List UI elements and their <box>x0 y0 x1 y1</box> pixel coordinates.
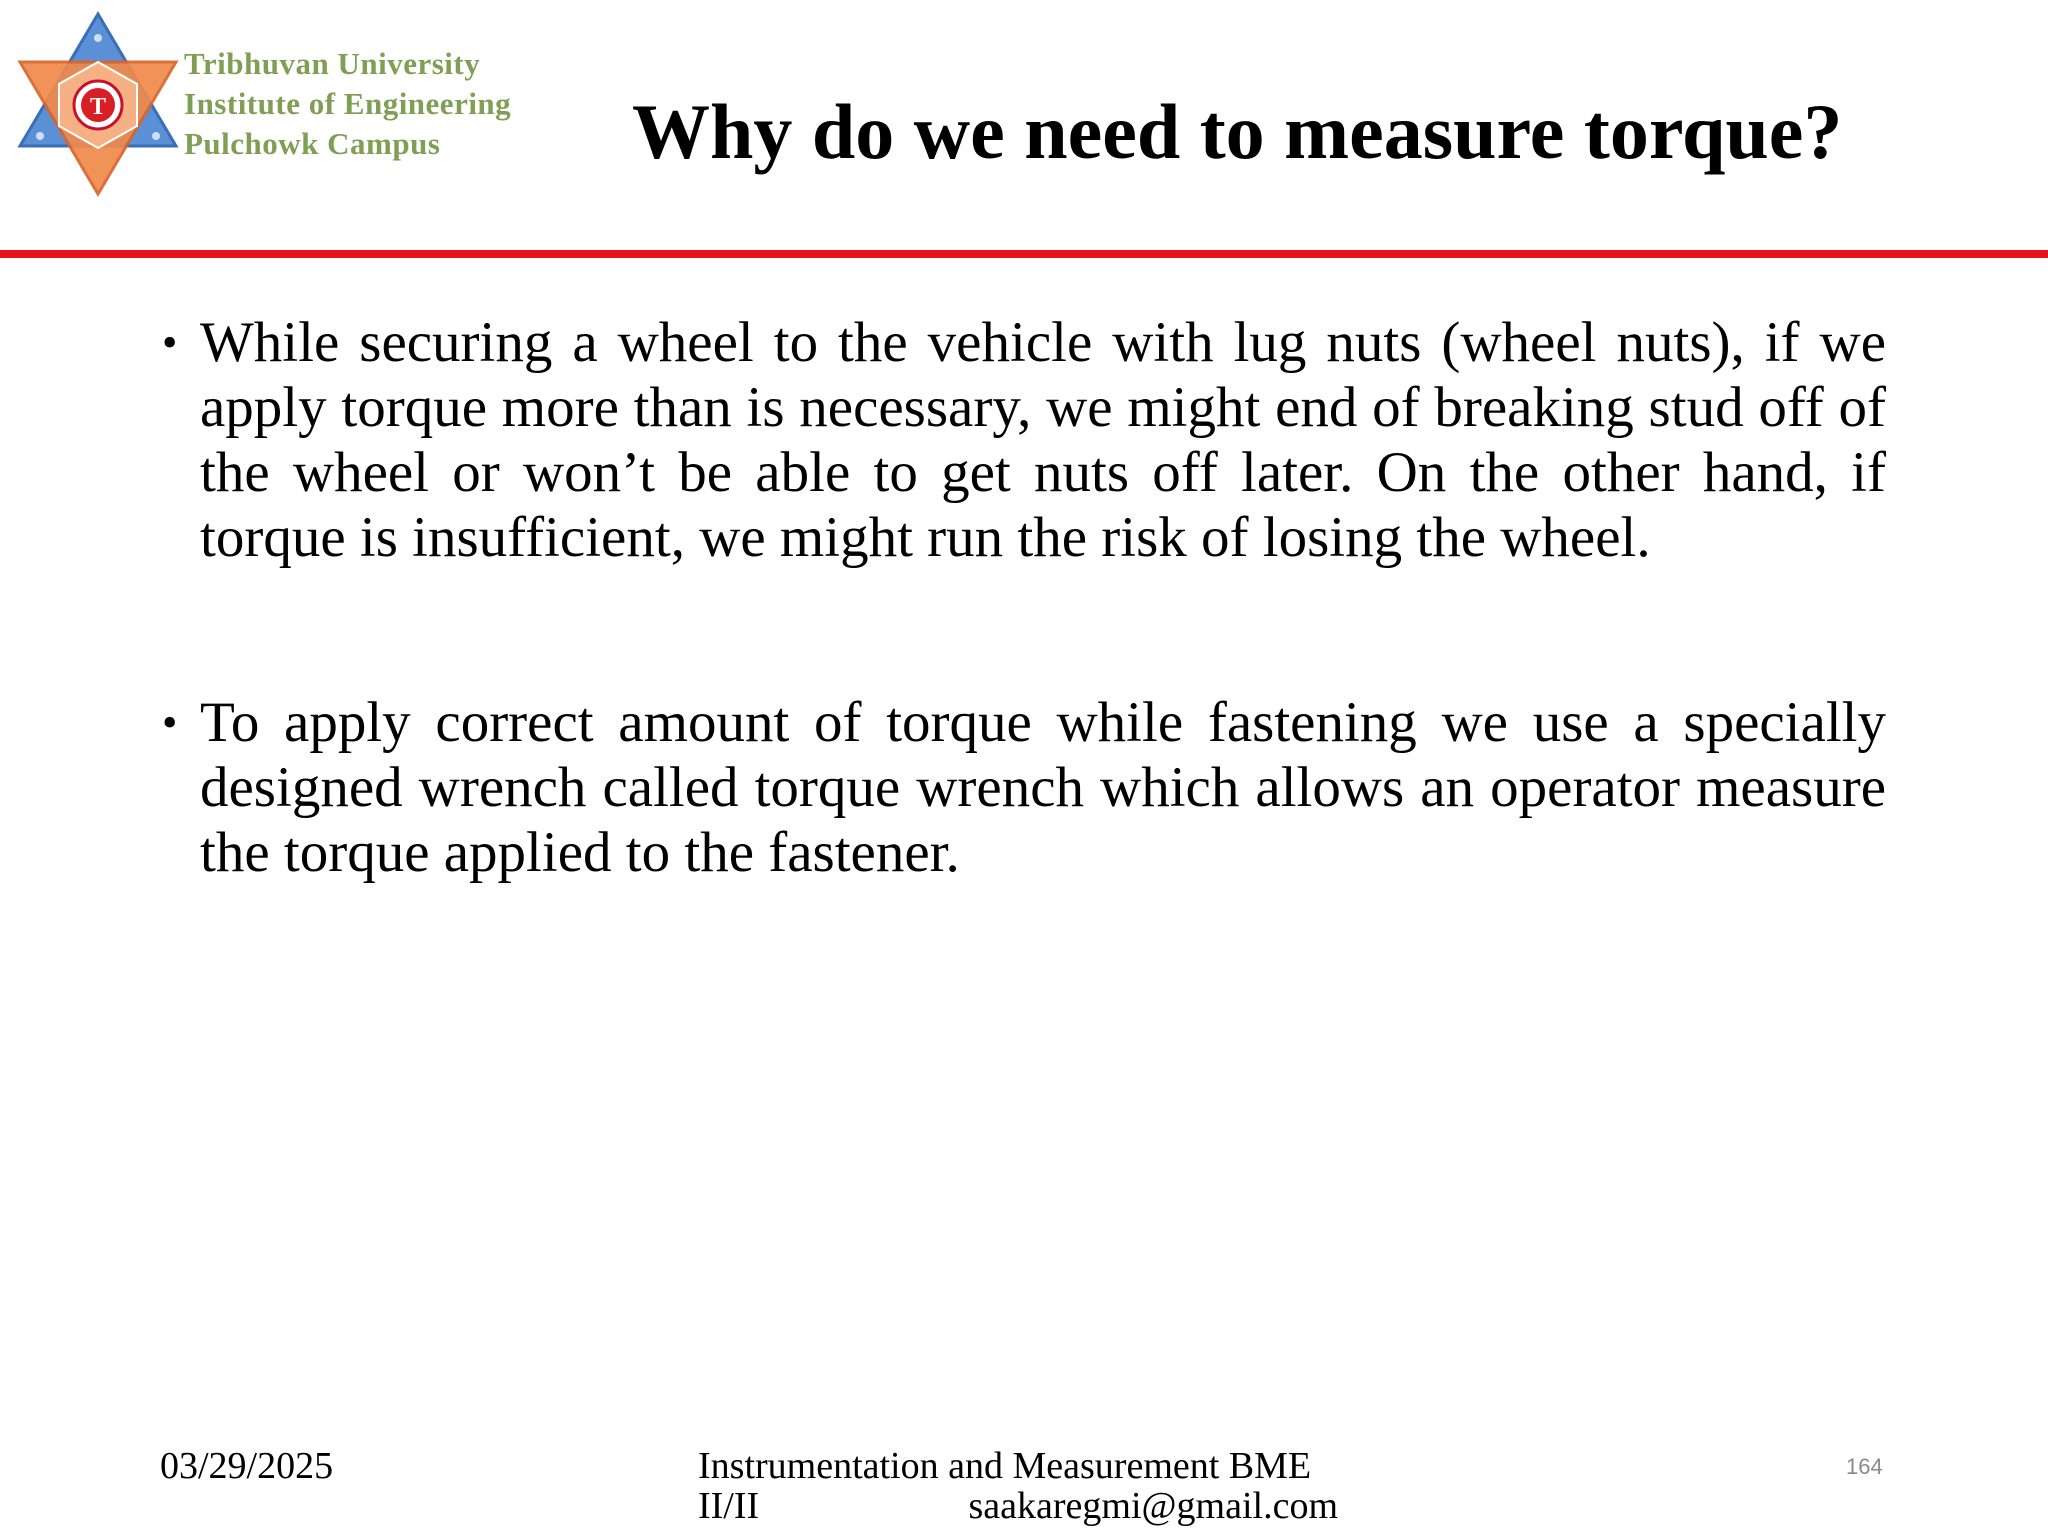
slide-title: Why do we need to measure torque? <box>632 88 1843 175</box>
logo-line-institute: Institute of Engineering <box>184 86 512 121</box>
slide-body <box>158 310 1886 885</box>
institution-logo <box>8 8 608 198</box>
logo-line-university: Tribhuvan University <box>184 46 481 81</box>
footer-email: saakaregmi@gmail.com <box>968 1485 1338 1527</box>
bullet-icon: • <box>162 698 178 747</box>
page-number: 164 <box>1846 1454 1883 1479</box>
bullet-icon: • <box>162 318 178 367</box>
bullet-text: While securing a wheel to the vehicle with lug nuts (wheel nuts), if we apply torque more than is necessary, we might end of breaking stud off of the wheel or won’t be able to get nuts off later. On the other hand, if torque is insufficient, we might run the risk of losing the wheel. <box>200 311 1886 569</box>
bullet-item <box>158 310 1886 570</box>
footer-course-title: Instrumentation and Measurement BME <box>698 1445 1312 1487</box>
svg-text:T: T <box>89 94 107 120</box>
title-divider <box>0 250 2048 258</box>
footer-semester: II/II <box>698 1485 760 1527</box>
footer-course-line2 <box>698 1486 1338 1526</box>
bullet-item <box>158 690 1886 885</box>
institution-name <box>184 44 511 164</box>
tu-ioe-star-emblem-icon <box>8 8 188 198</box>
bullet-text: To apply correct amount of torque while fastening we use a specially designed wrench called torque wrench which allows an operator measure the torque applied to the fastener. <box>200 691 1886 884</box>
footer-date: 03/29/2025 <box>160 1445 334 1487</box>
footer-course-info <box>698 1446 1338 1526</box>
logo-line-campus: Pulchowk Campus <box>184 126 441 161</box>
